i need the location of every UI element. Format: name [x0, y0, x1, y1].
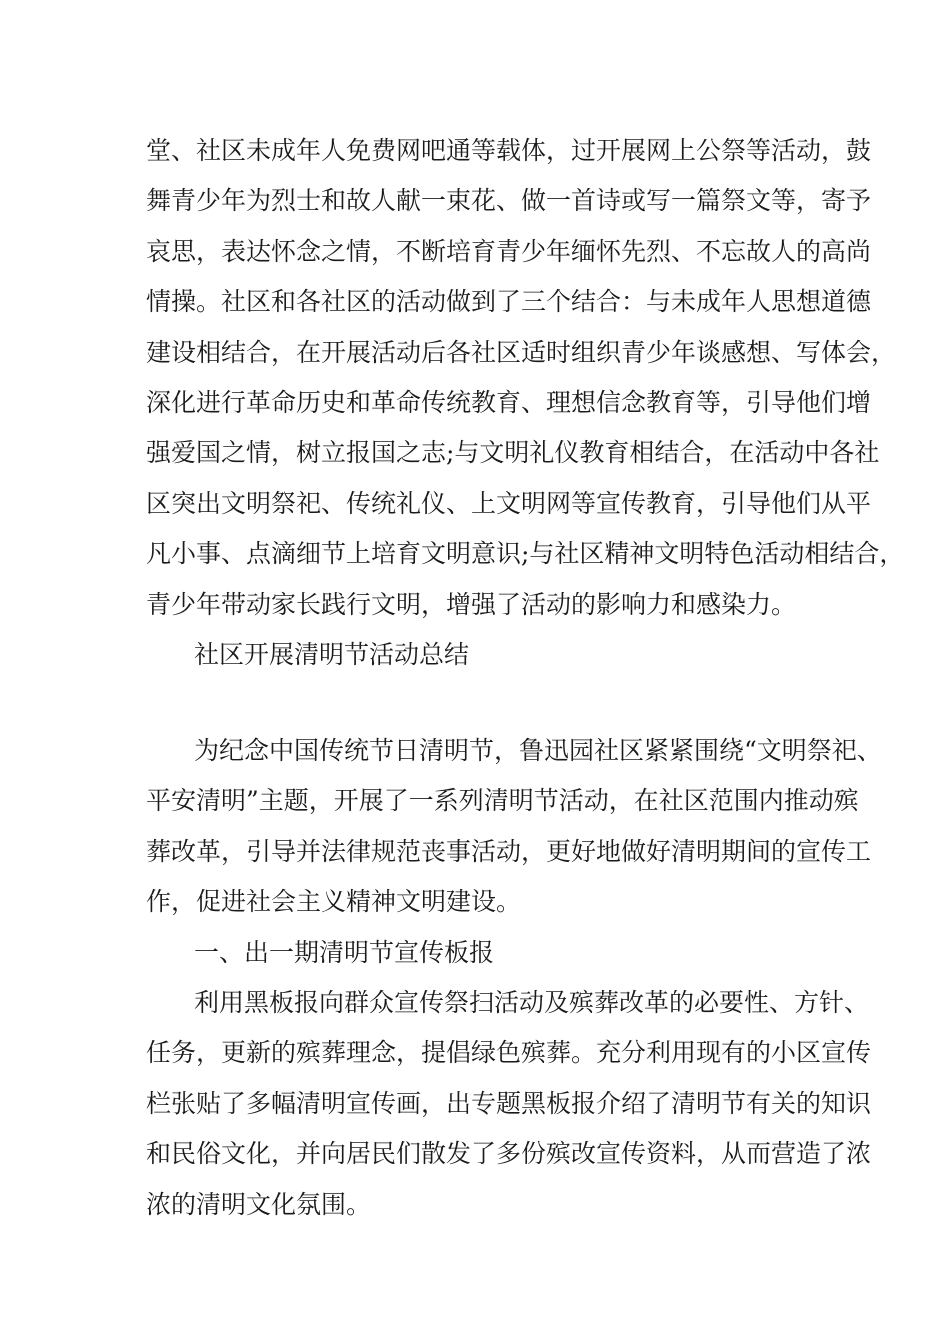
text-line: 浓的清明文化氛围。: [146, 1189, 372, 1219]
text-line: 哀思，表达怀念之情，不断培育青少年缅怀先烈、不忘故人的高尚: [146, 236, 872, 266]
text-line: 葬改革，引导并法律规范丧事活动，更好地做好清明期间的宣传工: [146, 836, 872, 866]
paragraph-activities-continued: [146, 126, 905, 630]
text-line: 舞青少年为烈士和故人献一束花、做一首诗或写一篇祭文等，寄予: [146, 186, 872, 216]
text-line: 建设相结合，在开展活动后各社区适时组织青少年谈感想、写体会，: [146, 337, 897, 367]
text-line: 强爱国之情，树立报国之志;与文明礼仪教育相结合，在活动中各社: [146, 438, 880, 468]
text-line: 情操。社区和各社区的活动做到了三个结合：与未成年人思想道德: [146, 287, 872, 317]
text-line: 作，促进社会主义精神文明建设。: [146, 887, 522, 917]
heading-blackboard: 一、出一期清明节宣传板报: [194, 938, 495, 967]
text-line: 平安清明”主题，开展了一系列清明节活动，在社区范围内推动殡: [146, 786, 859, 816]
text-line: 堂、社区未成年人免费网吧通等载体，过开展网上公祭等活动，鼓: [146, 136, 872, 165]
text-line: 凡小事、点滴细节上培育文明意识;与社区精神文明特色活动相结合，: [146, 539, 905, 569]
text-line: 深化进行革命历史和革命传统教育、理想信念教育等，引导他们增: [146, 387, 872, 417]
paragraph-blackboard: [146, 978, 872, 1230]
text-line: 为纪念中国传统节日清明节，鲁迅园社区紧紧围绕“文明祭祀、: [194, 736, 882, 765]
text-line: 利用黑板报向群众宣传祭扫活动及殡葬改革的必要性、方针、: [194, 988, 870, 1017]
paragraph-intro: [146, 726, 882, 928]
text-line: 和民俗文化，并向居民们散发了多份殡改宣传资料，从而营造了浓: [146, 1139, 872, 1169]
text-line: 任务，更新的殡葬理念，提倡绿色殡葬。充分利用现有的小区宣传: [146, 1038, 872, 1068]
section-title: 社区开展清明节活动总结: [194, 640, 470, 669]
text-line: 青少年带动家长践行文明，增强了活动的影响力和感染力。: [146, 589, 797, 619]
heading-block: [146, 928, 826, 978]
text-line: 栏张贴了多幅清明宣传画，出专题黑板报介绍了清明节有关的知识: [146, 1088, 872, 1118]
text-line: 区突出文明祭祀、传统礼仪、上文明网等宣传教育，引导他们从平: [146, 488, 872, 518]
section-title-block: [146, 630, 826, 680]
